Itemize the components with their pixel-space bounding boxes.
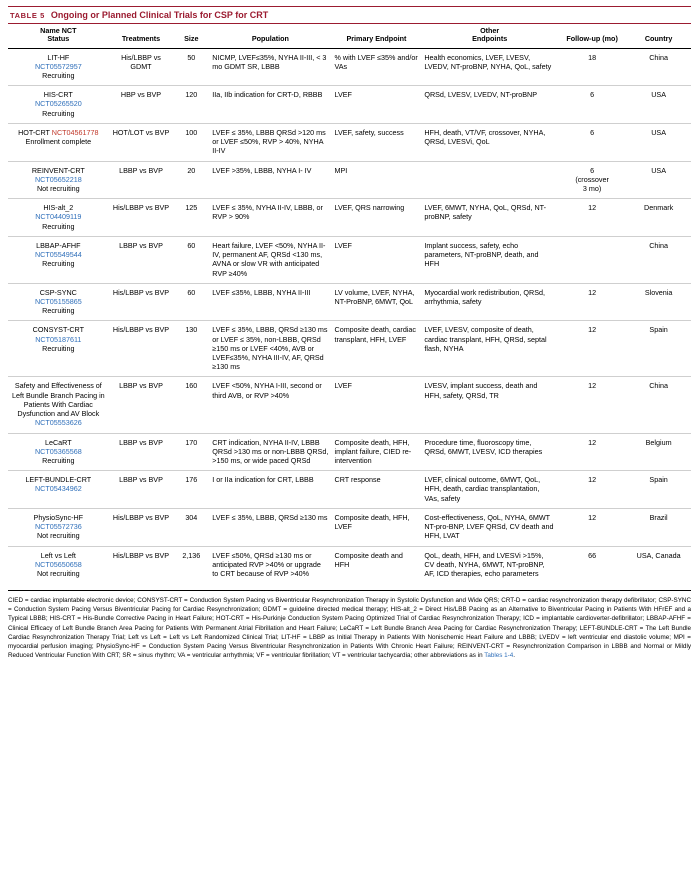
followup-cell: 12 bbox=[558, 283, 626, 321]
trial-name-cell bbox=[8, 199, 109, 237]
column-header-line1: Name NCT bbox=[40, 26, 77, 35]
primary-endpoint-cell: LVEF bbox=[332, 86, 422, 124]
country-cell: Slovenia bbox=[626, 283, 691, 321]
table-row bbox=[8, 546, 691, 583]
population-cell: LVEF >35%, LBBB, NYHA I- IV bbox=[209, 161, 331, 199]
trial-name: HIS-CRT bbox=[43, 90, 73, 100]
size-cell: 2,136 bbox=[173, 546, 209, 583]
treatments-cell: LBBP vs BVP bbox=[109, 377, 174, 433]
trial-status: Recruiting bbox=[42, 108, 75, 118]
primary-endpoint-cell: Composite death, cardiac transplant, HFH, LVEF bbox=[332, 321, 422, 377]
table-row bbox=[8, 283, 691, 321]
population-cell: CRT indication, NYHA II-IV, LBBB QRSd >130 ms or non-LBBB QRSd, >150 ms, or wide paced QRSd bbox=[209, 433, 331, 471]
followup-cell: 12 bbox=[558, 508, 626, 546]
trial-nct-id[interactable]: NCT05155865 bbox=[34, 296, 82, 306]
other-endpoints-cell: Cost-effectiveness, QoL, NYHA, 6MWT NT-pro-BNP, LVEF QRSd, CV death and HFH, LVAT bbox=[421, 508, 558, 546]
table-row bbox=[8, 321, 691, 377]
country-cell: China bbox=[649, 52, 668, 62]
column-header-line2: Status bbox=[47, 34, 70, 44]
primary-endpoint-cell: Composite death and HFH bbox=[332, 546, 422, 583]
treatments-cell: LBBP vs BVP bbox=[109, 471, 174, 509]
trial-nct-id[interactable]: NCT05265520 bbox=[34, 99, 82, 109]
followup-cell: 12 bbox=[558, 377, 626, 433]
trial-name: Left vs Left bbox=[40, 550, 76, 560]
population-cell: I or IIa indication for CRT, LBBB bbox=[209, 471, 331, 509]
country-cell: USA, Canada bbox=[626, 546, 691, 583]
trial-name-cell bbox=[8, 377, 109, 433]
trial-name: CSP-SYNC bbox=[39, 287, 77, 297]
primary-endpoint-cell: LV volume, LVEF, NYHA, NT-ProBNP, 6MWT, QoL bbox=[332, 283, 422, 321]
population-cell: IIa, IIb indication for CRT-D, RBBB bbox=[209, 86, 331, 124]
population-cell: NICMP, LVEF≤35%, NYHA II-III, < 3 mo GDMT SR, LBBB bbox=[212, 52, 327, 71]
size-cell: 176 bbox=[173, 471, 209, 509]
trial-name-cell bbox=[8, 161, 109, 199]
trial-name: LBBAP-AFHF bbox=[36, 240, 81, 250]
other-endpoints-cell: LVEF, 6MWT, NYHA, QoL, QRSd, NT-proBNP, safety bbox=[421, 199, 558, 237]
column-header-size: Size bbox=[173, 24, 209, 48]
size-cell: 160 bbox=[173, 377, 209, 433]
trial-status: Not recruiting bbox=[36, 183, 80, 193]
trial-nct-id[interactable]: NCT04409119 bbox=[35, 212, 82, 222]
trial-name: HOT-CRT NCT04561778 bbox=[18, 127, 99, 137]
trial-name-cell bbox=[8, 86, 109, 124]
column-header-line1: Other bbox=[480, 26, 500, 35]
country-cell: China bbox=[626, 236, 691, 283]
treatments-cell: HOT/LOT vs BVP bbox=[109, 123, 174, 161]
trial-status: Recruiting bbox=[42, 71, 75, 80]
followup-cell: 66 bbox=[558, 546, 626, 583]
other-endpoints-cell: Procedure time, fluoroscopy time, QRSd, 6MWT, LVESV, ICD therapies bbox=[421, 433, 558, 471]
table-footnote bbox=[8, 590, 691, 660]
table-row bbox=[8, 123, 691, 161]
followup-cell: 12 bbox=[558, 199, 626, 237]
table-header-bar bbox=[8, 6, 691, 24]
table-row bbox=[8, 377, 691, 433]
country-cell: USA bbox=[626, 161, 691, 199]
trial-nct-id[interactable]: NCT04561778 bbox=[51, 127, 99, 137]
size-cell: 100 bbox=[173, 123, 209, 161]
trial-name-cell bbox=[8, 321, 109, 377]
followup-cell: 12 bbox=[558, 321, 626, 377]
footnote-link-tables[interactable]: Tables 1-4 bbox=[484, 651, 514, 659]
table-number-label: TABLE 5 bbox=[10, 11, 45, 20]
trial-name: LeCaRT bbox=[45, 437, 72, 447]
trial-name-cell bbox=[8, 508, 109, 546]
other-endpoints-cell: LVESV, implant success, death and HFH, safety, QRSd, TR bbox=[421, 377, 558, 433]
population-cell: LVEF ≤ 35%, NYHA II-IV, LBBB, or RVP > 90% bbox=[209, 199, 331, 237]
primary-endpoint-cell: LVEF, QRS narrowing bbox=[332, 199, 422, 237]
trial-name-cell bbox=[8, 546, 109, 583]
primary-endpoint-cell: LVEF, safety, success bbox=[332, 123, 422, 161]
other-endpoints-cell: Myocardial work redistribution, QRSd, arrhythmia, safety bbox=[421, 283, 558, 321]
column-header-followup: Follow-up (mo) bbox=[558, 24, 626, 48]
primary-endpoint-cell: MPI bbox=[332, 161, 422, 199]
trial-status: Recruiting bbox=[42, 456, 75, 465]
population-cell: LVEF ≤50%, QRSd ≥130 ms or anticipated RVP >40% or upgrade to CRT because of RVP >40% bbox=[209, 546, 331, 583]
trial-nct-id[interactable]: NCT05572957 bbox=[34, 61, 82, 71]
population-cell: LVEF <50%, NYHA I-III, second or third AVB, or RVP >40% bbox=[209, 377, 331, 433]
column-header-other-endpoints bbox=[421, 24, 558, 48]
trial-nct-id[interactable]: NCT05650658 bbox=[34, 559, 82, 569]
column-header-population: Population bbox=[209, 24, 331, 48]
treatments-cell: LBBP vs BVP bbox=[109, 236, 174, 283]
trial-nct-id[interactable]: NCT05553626 bbox=[34, 418, 82, 428]
treatments-cell: HBP vs BVP bbox=[109, 86, 174, 124]
table-row bbox=[8, 433, 691, 471]
trial-status: Recruiting bbox=[42, 221, 75, 231]
column-header-primary-endpoint: Primary Endpoint bbox=[332, 24, 422, 48]
trial-name: REINVENT-CRT bbox=[31, 165, 85, 175]
country-cell: Denmark bbox=[626, 199, 691, 237]
size-cell: 304 bbox=[173, 508, 209, 546]
size-cell: 60 bbox=[173, 283, 209, 321]
treatments-cell: LBBP vs BVP bbox=[109, 161, 174, 199]
size-cell: 50 bbox=[187, 52, 196, 62]
trial-nct-id[interactable]: NCT05434962 bbox=[34, 484, 82, 494]
country-cell: Belgium bbox=[626, 433, 691, 471]
population-cell: LVEF ≤ 35%, LBBB, QRSd ≥130 ms or LVEF ≤ 35%, non-LBBB, QRSd ≥150 ms or LVEF <40%, AVB or LVEF≤35%, NYHA III-IV, AF, QRSd ≥130 ms bbox=[209, 321, 331, 377]
trial-status: Recruiting bbox=[42, 259, 75, 269]
treatments-cell: His/LBBP vs BVP bbox=[109, 321, 174, 377]
treatments-cell: His/LBBP vs BVP bbox=[109, 283, 174, 321]
country-cell: USA bbox=[626, 123, 691, 161]
treatments-cell: His/LBBP vs BVP bbox=[109, 199, 174, 237]
followup-cell bbox=[558, 236, 626, 283]
trial-nct-id[interactable]: NCT05652218 bbox=[34, 174, 82, 184]
country-cell: China bbox=[626, 377, 691, 433]
primary-endpoint-cell: % with LVEF ≤35% and/or VAs bbox=[334, 52, 418, 71]
table-row bbox=[8, 48, 691, 86]
primary-endpoint-cell: Composite death, HFH, implant failure, CIED re-intervention bbox=[332, 433, 422, 471]
trial-name: LEFT-BUNDLE-CRT bbox=[25, 475, 92, 485]
other-endpoints-cell: LVEF, clinical outcome, 6MWT, QoL, HFH, death, cardiac transplantation, VAs, safety bbox=[421, 471, 558, 509]
trial-status: Not recruiting bbox=[36, 568, 80, 578]
primary-endpoint-cell: LVEF bbox=[332, 377, 422, 433]
column-header-name-nct-status bbox=[8, 24, 109, 48]
trial-nct-id[interactable]: NCT05549544 bbox=[34, 250, 82, 260]
table-header-row bbox=[8, 24, 691, 48]
trial-name-cell bbox=[8, 433, 109, 471]
trial-name-cell bbox=[8, 123, 109, 161]
other-endpoints-cell: QRSd, LVESV, LVEDV, NT-proBNP bbox=[421, 86, 558, 124]
table-row bbox=[8, 471, 691, 509]
clinical-trials-table bbox=[8, 24, 691, 583]
followup-cell: 18 bbox=[588, 52, 597, 62]
trial-name-cell bbox=[8, 236, 109, 283]
trial-name: LIT-HF bbox=[47, 52, 70, 62]
treatments-cell: LBBP vs BVP bbox=[109, 433, 174, 471]
trial-name: HIS-alt_2 bbox=[43, 203, 74, 213]
size-cell: 60 bbox=[173, 236, 209, 283]
footnote-text-after: . bbox=[513, 651, 516, 659]
table-head bbox=[8, 24, 691, 48]
followup-cell: 6 bbox=[558, 86, 626, 124]
size-cell: 20 bbox=[173, 161, 209, 199]
population-cell: LVEF ≤ 35%, LBBB, QRSd ≥130 ms bbox=[209, 508, 331, 546]
country-cell: USA bbox=[626, 86, 691, 124]
followup-cell: 12 bbox=[558, 433, 626, 471]
footnote-text-before: CIED = cardiac implantable electronic device; CONSYST-CRT = Conduction System Pacing vs Biventricular Resynchronization Therapy in Systolic Dysfunction and Wide QRS; CRT-D = cardiac resynchronization therapy defibrillator; CSP-SYNC = Conduction System Pacing Versus Biventricular Pacing for Cardiac Resynchronization; GDMT = guideline directed medical therapy; HIS-alt_2 = Direct His/LBB Pacing as an Alternative to Biventricular Pacing in Patients With HFrEF and a Typical LBBB; HIS-CRT = His-Bundle Corrective Pacing in Heart Failure; HOT-CRT = His-Purkinje Conduction System Pacing Optimized Trial of Cardiac Resynchronization Therapy; ICD = implantable cardioverter-defibrillator; LBBAP-AFHF = Clinical Efficacy of Left Bundle Branch Area Pacing for Patients With Permanent Atrial Fibrillation and Heart Failure; LeCaRT = Left Bundle Branch Area Pacing for Cardiac Resynchronization Therapy; LEFT-BUNDLE-CRT = The Left Bundle Cardiac Resynchronization Therapy Trial; Left vs Left = Left vs Left Randomized Clinical Trial; LIT-HF = LBBP as Initial Therapy in Patients With Nonischemic Heart Failure and LBBB; LVEDV = left ventricular end diastolic volume; MPI = myocardial perfusion imaging; PhysioSync-HF = Conduction System Pacing Versus Biventricular Resynchronization in Patients With Chronic Heart Failure; REINVENT-CRT = Resynchronization Comparison in LBBB and Normal or Mildly Reduced Ventricular Function With CRT; SR = sinus rhythm; VA = ventricular arrhythmia; VF = ventricular fibrillation; VT = ventricular tachycardia; other abbreviations as in bbox=[8, 597, 691, 659]
other-endpoints-cell: Implant success, safety, echo parameters, NT-proBNP, death, and HFH bbox=[421, 236, 558, 283]
trial-status: Not recruiting bbox=[36, 531, 80, 541]
other-endpoints-cell: Health economics, LVEF, LVESV, LVEDV, NT-proBNP, NYHA, QoL, safety bbox=[424, 52, 552, 71]
trial-nct-id[interactable]: NCT05187611 bbox=[35, 334, 82, 344]
population-cell: LVEF ≤35%, LBBB, NYHA II-III bbox=[209, 283, 331, 321]
size-cell: 130 bbox=[173, 321, 209, 377]
trial-status: Recruiting bbox=[42, 306, 75, 316]
trial-name: Safety and Effectiveness of Left Bundle Branch Pacing in Patients With Cardiac Dysfunction and AV Block bbox=[11, 381, 105, 419]
followup-cell: 6 (crossover 3 mo) bbox=[558, 161, 626, 199]
trial-name-cell bbox=[8, 283, 109, 321]
trial-status: Recruiting bbox=[42, 343, 75, 353]
column-header-treatments: Treatments bbox=[109, 24, 174, 48]
primary-endpoint-cell: Composite death, HFH, LVEF bbox=[332, 508, 422, 546]
followup-cell: 6 bbox=[558, 123, 626, 161]
trial-nct-id[interactable]: NCT05572736 bbox=[34, 522, 82, 532]
treatments-cell: His/LBBP vs BVP bbox=[109, 546, 174, 583]
table-body bbox=[8, 48, 691, 583]
table-title: Ongoing or Planned Clinical Trials for CSP for CRT bbox=[50, 10, 269, 20]
trial-name-cell bbox=[8, 48, 109, 86]
trial-status: Enrollment complete bbox=[25, 137, 92, 147]
other-endpoints-cell: QoL, death, HFH, and LVESVi >15%, CV death, NYHA, 6MWT, NT-proBNP, AF, ICD therapies, echo parameters bbox=[421, 546, 558, 583]
table-row bbox=[8, 86, 691, 124]
column-header-country: Country bbox=[626, 24, 691, 48]
table-row bbox=[8, 508, 691, 546]
table-row bbox=[8, 161, 691, 199]
size-cell: 170 bbox=[173, 433, 209, 471]
other-endpoints-cell bbox=[421, 161, 558, 199]
population-cell: LVEF ≤ 35%, LBBB QRSd >120 ms or LVEF ≤50%, RVP > 40%, NYHA II-IV bbox=[209, 123, 331, 161]
primary-endpoint-cell: LVEF bbox=[332, 236, 422, 283]
trial-nct-id[interactable]: NCT05365568 bbox=[34, 446, 82, 456]
other-endpoints-cell: LVEF, LVESV, composite of death, cardiac transplant, HFH, QRSd, septal flash, NYHA bbox=[421, 321, 558, 377]
country-cell: Spain bbox=[626, 471, 691, 509]
primary-endpoint-cell: CRT response bbox=[332, 471, 422, 509]
trial-name: PhysioSync-HF bbox=[33, 512, 84, 522]
population-cell: Heart failure, LVEF <50%, NYHA II-IV, permanent AF, QRSd <130 ms, AVNA or slow VR with anticipated RVP ≥40% bbox=[209, 236, 331, 283]
treatments-cell: His/LBBP vs GDMT bbox=[121, 52, 161, 71]
column-header-line2: Endpoints bbox=[472, 34, 508, 44]
table-row bbox=[8, 236, 691, 283]
other-endpoints-cell: HFH, death, VT/VF, crossover, NYHA, QRSd, LVESVi, QoL bbox=[421, 123, 558, 161]
trial-name-cell bbox=[8, 471, 109, 509]
size-cell: 125 bbox=[173, 199, 209, 237]
country-cell: Spain bbox=[626, 321, 691, 377]
followup-cell: 12 bbox=[558, 471, 626, 509]
size-cell: 120 bbox=[173, 86, 209, 124]
trial-name: CONSYST-CRT bbox=[32, 325, 85, 335]
treatments-cell: His/LBBP vs BVP bbox=[109, 508, 174, 546]
table-row bbox=[8, 199, 691, 237]
country-cell: Brazil bbox=[626, 508, 691, 546]
